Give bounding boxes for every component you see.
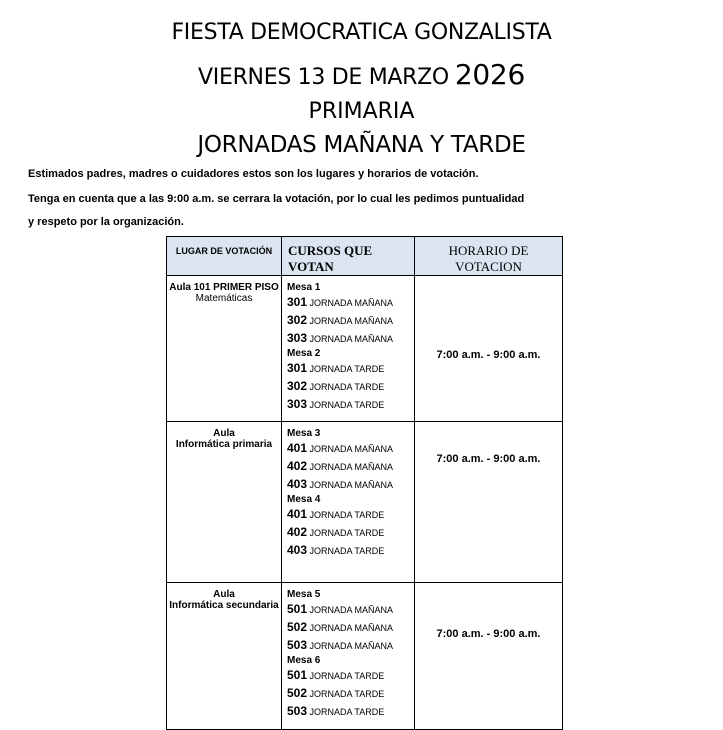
table-header-row [167,237,563,276]
mesa-label: Mesa 2 [287,348,321,359]
course-item [287,667,414,685]
course-jornada: JORNADA MAÑANA [309,334,394,344]
mesa-label: Mesa 5 [287,589,321,600]
course-jornada: JORNADA MAÑANA [309,444,394,454]
course-jornada: JORNADA TARDE [309,510,385,520]
course-number: 501 [287,602,308,616]
course-number: 302 [287,313,308,327]
course-item [287,440,414,458]
course-number: 302 [287,379,308,393]
place-name: Aula 101 PRIMER PISO [169,282,279,293]
course-jornada: JORNADA TARDE [309,546,385,556]
course-number: 502 [287,686,308,700]
table-row [167,422,563,583]
course-item [287,619,414,637]
course-item [287,378,414,396]
course-item [287,294,414,312]
course-item [287,476,414,494]
course-jornada: JORNADA MAÑANA [309,641,394,651]
course-jornada: JORNADA TARDE [309,707,385,717]
course-number: 402 [287,525,308,539]
course-item [287,330,414,348]
place-cell [167,422,282,583]
course-number: 403 [287,477,308,491]
title-line-1: FIESTA DEMOCRATICA GONZALISTA [171,20,552,45]
course-number: 403 [287,543,308,557]
course-jornada: JORNADA TARDE [309,528,385,538]
intro-line-2: Tenga en cuenta que a las 9:00 a.m. se cerrara la votación, por lo cual les pedimos puntualidad [28,193,525,205]
title-date: VIERNES 13 DE MARZO [198,65,449,90]
course-item [287,312,414,330]
course-item [287,458,414,476]
course-number: 502 [287,620,308,634]
time-cell: 7:00 a.m. - 9:00 a.m. [415,276,563,422]
course-number: 401 [287,441,308,455]
course-number: 301 [287,361,308,375]
table-row [167,583,563,730]
time-cell: 7:00 a.m. - 9:00 a.m. [415,422,563,583]
time-cell: 7:00 a.m. - 9:00 a.m. [415,583,563,730]
place-name: Aula [213,428,235,439]
place-sub: Informática primaria [175,439,273,450]
mesa-label: Mesa 3 [287,428,321,439]
course-number: 303 [287,331,308,345]
course-jornada: JORNADA MAÑANA [309,462,394,472]
course-number: 401 [287,507,308,521]
mesa-label: Mesa 6 [287,655,321,666]
course-jornada: JORNADA MAÑANA [309,623,394,633]
course-number: 503 [287,638,308,652]
intro-line-3: y respeto por la organización. [28,216,184,228]
course-number: 503 [287,704,308,718]
course-jornada: JORNADA MAÑANA [309,605,394,615]
header-time: HORARIO DE VOTACION [415,237,563,276]
table-row [167,276,563,422]
course-number: 301 [287,295,308,309]
course-jornada: JORNADA MAÑANA [309,316,394,326]
title-line-4: JORNADAS MAÑANA Y TARDE [197,132,526,158]
course-item [287,601,414,619]
course-item [287,360,414,378]
title-line-2 [0,58,723,91]
intro-line-1: Estimados padres, madres o cuidadores estos son los lugares y horarios de votación. [28,168,479,180]
courses-cell [282,422,415,583]
place-sub: Informática secundaria [169,600,279,611]
course-jornada: JORNADA TARDE [309,364,385,374]
course-jornada: JORNADA MAÑANA [309,298,394,308]
title-year: 2026 [454,58,525,91]
place-sub: Matemáticas [195,293,253,304]
course-jornada: JORNADA TARDE [309,689,385,699]
course-item [287,396,414,414]
course-jornada: JORNADA TARDE [309,382,385,392]
course-item [287,703,414,721]
course-jornada: JORNADA MAÑANA [309,480,394,490]
course-number: 303 [287,397,308,411]
course-item [287,542,414,560]
place-cell [167,583,282,730]
course-jornada: JORNADA TARDE [309,671,385,681]
place-name: Aula [213,589,235,600]
courses-cell [282,583,415,730]
course-item [287,637,414,655]
course-jornada: JORNADA TARDE [309,400,385,410]
mesa-label: Mesa 4 [287,494,321,505]
title-line-3: PRIMARIA [308,99,415,124]
course-item [287,524,414,542]
course-number: 501 [287,668,308,682]
course-number: 402 [287,459,308,473]
header-place: LUGAR DE VOTACIÓN [167,237,282,276]
mesa-label: Mesa 1 [287,282,321,293]
place-cell [167,276,282,422]
course-item [287,506,414,524]
voting-table [166,236,563,730]
header-courses: CURSOS QUE VOTAN [282,237,415,276]
courses-cell [282,276,415,422]
course-item [287,685,414,703]
